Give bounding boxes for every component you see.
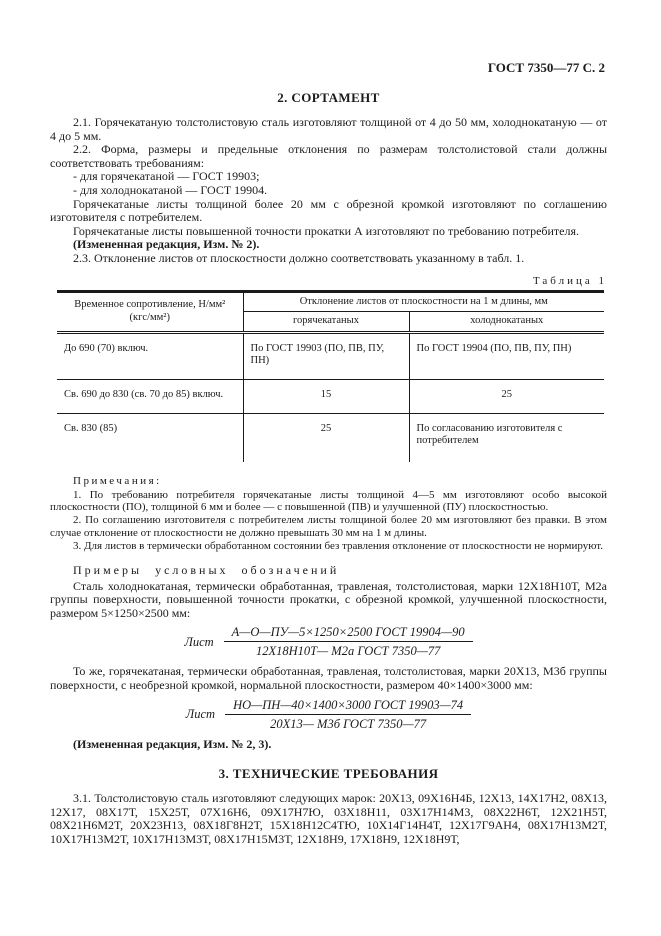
list-item-cold-rolled: - для холоднокатаной — ГОСТ 19904.	[73, 182, 268, 197]
table-cell: 15	[243, 379, 409, 413]
amended-note-2: (Измененная редакция, Изм. № 2, 3).	[73, 736, 272, 751]
table-cell: Св. 830 (85)	[57, 413, 243, 462]
examples-title: Примеры условных обозначений	[73, 562, 340, 577]
table-cell: Св. 690 до 830 (св. 70 до 85) включ.	[57, 379, 243, 413]
formula-denominator: 20Х13— М3б ГОСТ 7350—77	[270, 716, 427, 731]
section-2-title: 2. СОРТАМЕНТ	[277, 90, 380, 105]
note-item-2: 2. По соглашению изготовителя с потребителем листы толщиной более 20 мм изготовляют без правки. В этом случае отклонение от плоскостности не должно превышать 30 мм на 1 м длины.	[50, 514, 607, 540]
table-row	[57, 413, 604, 462]
paragraph-agreement: Горячекатаные листы толщиной более 20 мм с обрезной кромкой изготовляют по соглашению изготовителя с потребителем.	[50, 196, 607, 225]
paragraph-3-1: 3.1. Толстолистовую сталь изготовляют следующих марок: 20Х13, 09Х16Н4Б, 12Х13, 14Х17Н2, 08Х13, 12Х17, 08Х17Т, 15Х25Т, 07Х16Н6, 09Х17Н7Ю, 03Х18Н11, 03Х17Н14М3, 08Х22Н6Т, 12Х21Н5Т, 08Х21Н6М2Т, 20Х23Н13, 08Х18Г8Н2Т, 15Х18Н12С4ТЮ, 10Х14Г14Н4Т, 12Х17Г9АН4, 08Х17Н13М2Т, 10Х17Н13М2Т, 10Х17Н13М3Т, 08Х17Н15М3Т, 12Х18Н9, 17Х18Н9, 12Х18Н9Т,	[50, 791, 607, 847]
paragraph-precision: Горячекатаные листы повышенной точности прокатки А изготовляют по требованию потребителя.	[73, 223, 580, 238]
table-cell: По согласованию изготовителя с потребителем	[409, 413, 604, 462]
table-header-resistance-line1: Временное сопротивление, Н/мм²	[74, 299, 226, 311]
formula-denominator: 12Х18Н10Т— М2а ГОСТ 7350—77	[255, 644, 441, 659]
table-cell: По ГОСТ 19904 (ПО, ПВ, ПУ, ПН)	[409, 332, 604, 379]
list-item-hot-rolled: - для горячекатаной — ГОСТ 19903;	[73, 169, 260, 184]
table-cell: 25	[243, 413, 409, 462]
table-row	[57, 332, 604, 379]
formula-label: Лист	[185, 707, 216, 722]
formula-fraction	[224, 625, 473, 658]
paragraph-2-1: 2.1. Горячекатаную толстолистовую сталь изготовляют толщиной от 4 до 50 мм, холоднокатаную — от 4 до 5 мм.	[50, 115, 607, 143]
running-header: ГОСТ 7350—77 С. 2	[487, 60, 605, 75]
note-item-3: 3. Для листов в термически обработанном состоянии без травления отклонение от плоскостности не нормируют.	[73, 539, 604, 552]
table-subheader-hot: горячекатаных	[243, 312, 409, 333]
table-subheader-cold: холоднокатаных	[409, 312, 604, 333]
table-cell: По ГОСТ 19903 (ПО, ПВ, ПУ, ПН)	[243, 332, 409, 379]
formula-numerator: НО—ПН—40×1400×3000 ГОСТ 19903—74	[225, 698, 471, 715]
notes-title: Примечания:	[73, 474, 162, 487]
note-item-1: 1. По требованию потребителя горячекатаные листы толщиной 4—5 мм изготовляют особо высокой плоскостности (ПО), толщиной 6 мм и более — с повышенной (ПВ) и улучшенной (ПУ) плоскостностью.	[50, 488, 607, 514]
amended-note-1: (Измененная редакция, Изм. № 2).	[73, 237, 260, 252]
table-caption: Таблица 1	[532, 274, 607, 287]
table-header-resistance-line2: (кгс/мм²)	[129, 311, 170, 323]
table-row	[57, 379, 604, 413]
example-paragraph-1: Сталь холоднокатаная, термически обработанная, травленая, толстолистовая, марки 12Х18Н10Т, М2а группы поверхности, повышенной точности прокатки, с обрезной кромкой, улучшенной плоскостности, размером 5×1250×2500 мм:	[50, 578, 607, 620]
notes-block	[50, 475, 607, 553]
formula-numerator: А—О—ПУ—5×1250×2500 ГОСТ 19904—90	[224, 625, 473, 642]
example-paragraph-2: То же, горячекатаная, термически обработанная, травленая, толстолистовая, марки 20Х13, М3б группы поверхности, с необрезной кромкой, нормальной плоскостности, размером 40×1400×3000 мм:	[50, 664, 607, 693]
table-cell: До 690 (70) включ.	[64, 342, 149, 354]
table-cell: 25	[409, 379, 604, 413]
table-header-deviation: Отклонение листов от плоскостности на 1 м длины, мм	[243, 291, 604, 312]
paragraph-2-2: 2.2. Форма, размеры и предельные отклонения по размерам толстолистовой стали должны соответствовать требованиям:	[50, 142, 607, 170]
designation-formula-1	[50, 625, 607, 658]
section-3-title: 3. ТЕХНИЧЕСКИЕ ТРЕБОВАНИЯ	[218, 766, 439, 782]
table-header-resistance	[57, 291, 243, 332]
designation-formula-2	[50, 698, 607, 731]
formula-fraction	[225, 698, 471, 731]
formula-label: Лист	[184, 634, 214, 649]
paragraph-2-3: 2.3. Отклонение листов от плоскостности должно соответствовать указанному в табл. 1.	[73, 250, 525, 265]
flatness-table	[57, 290, 604, 462]
